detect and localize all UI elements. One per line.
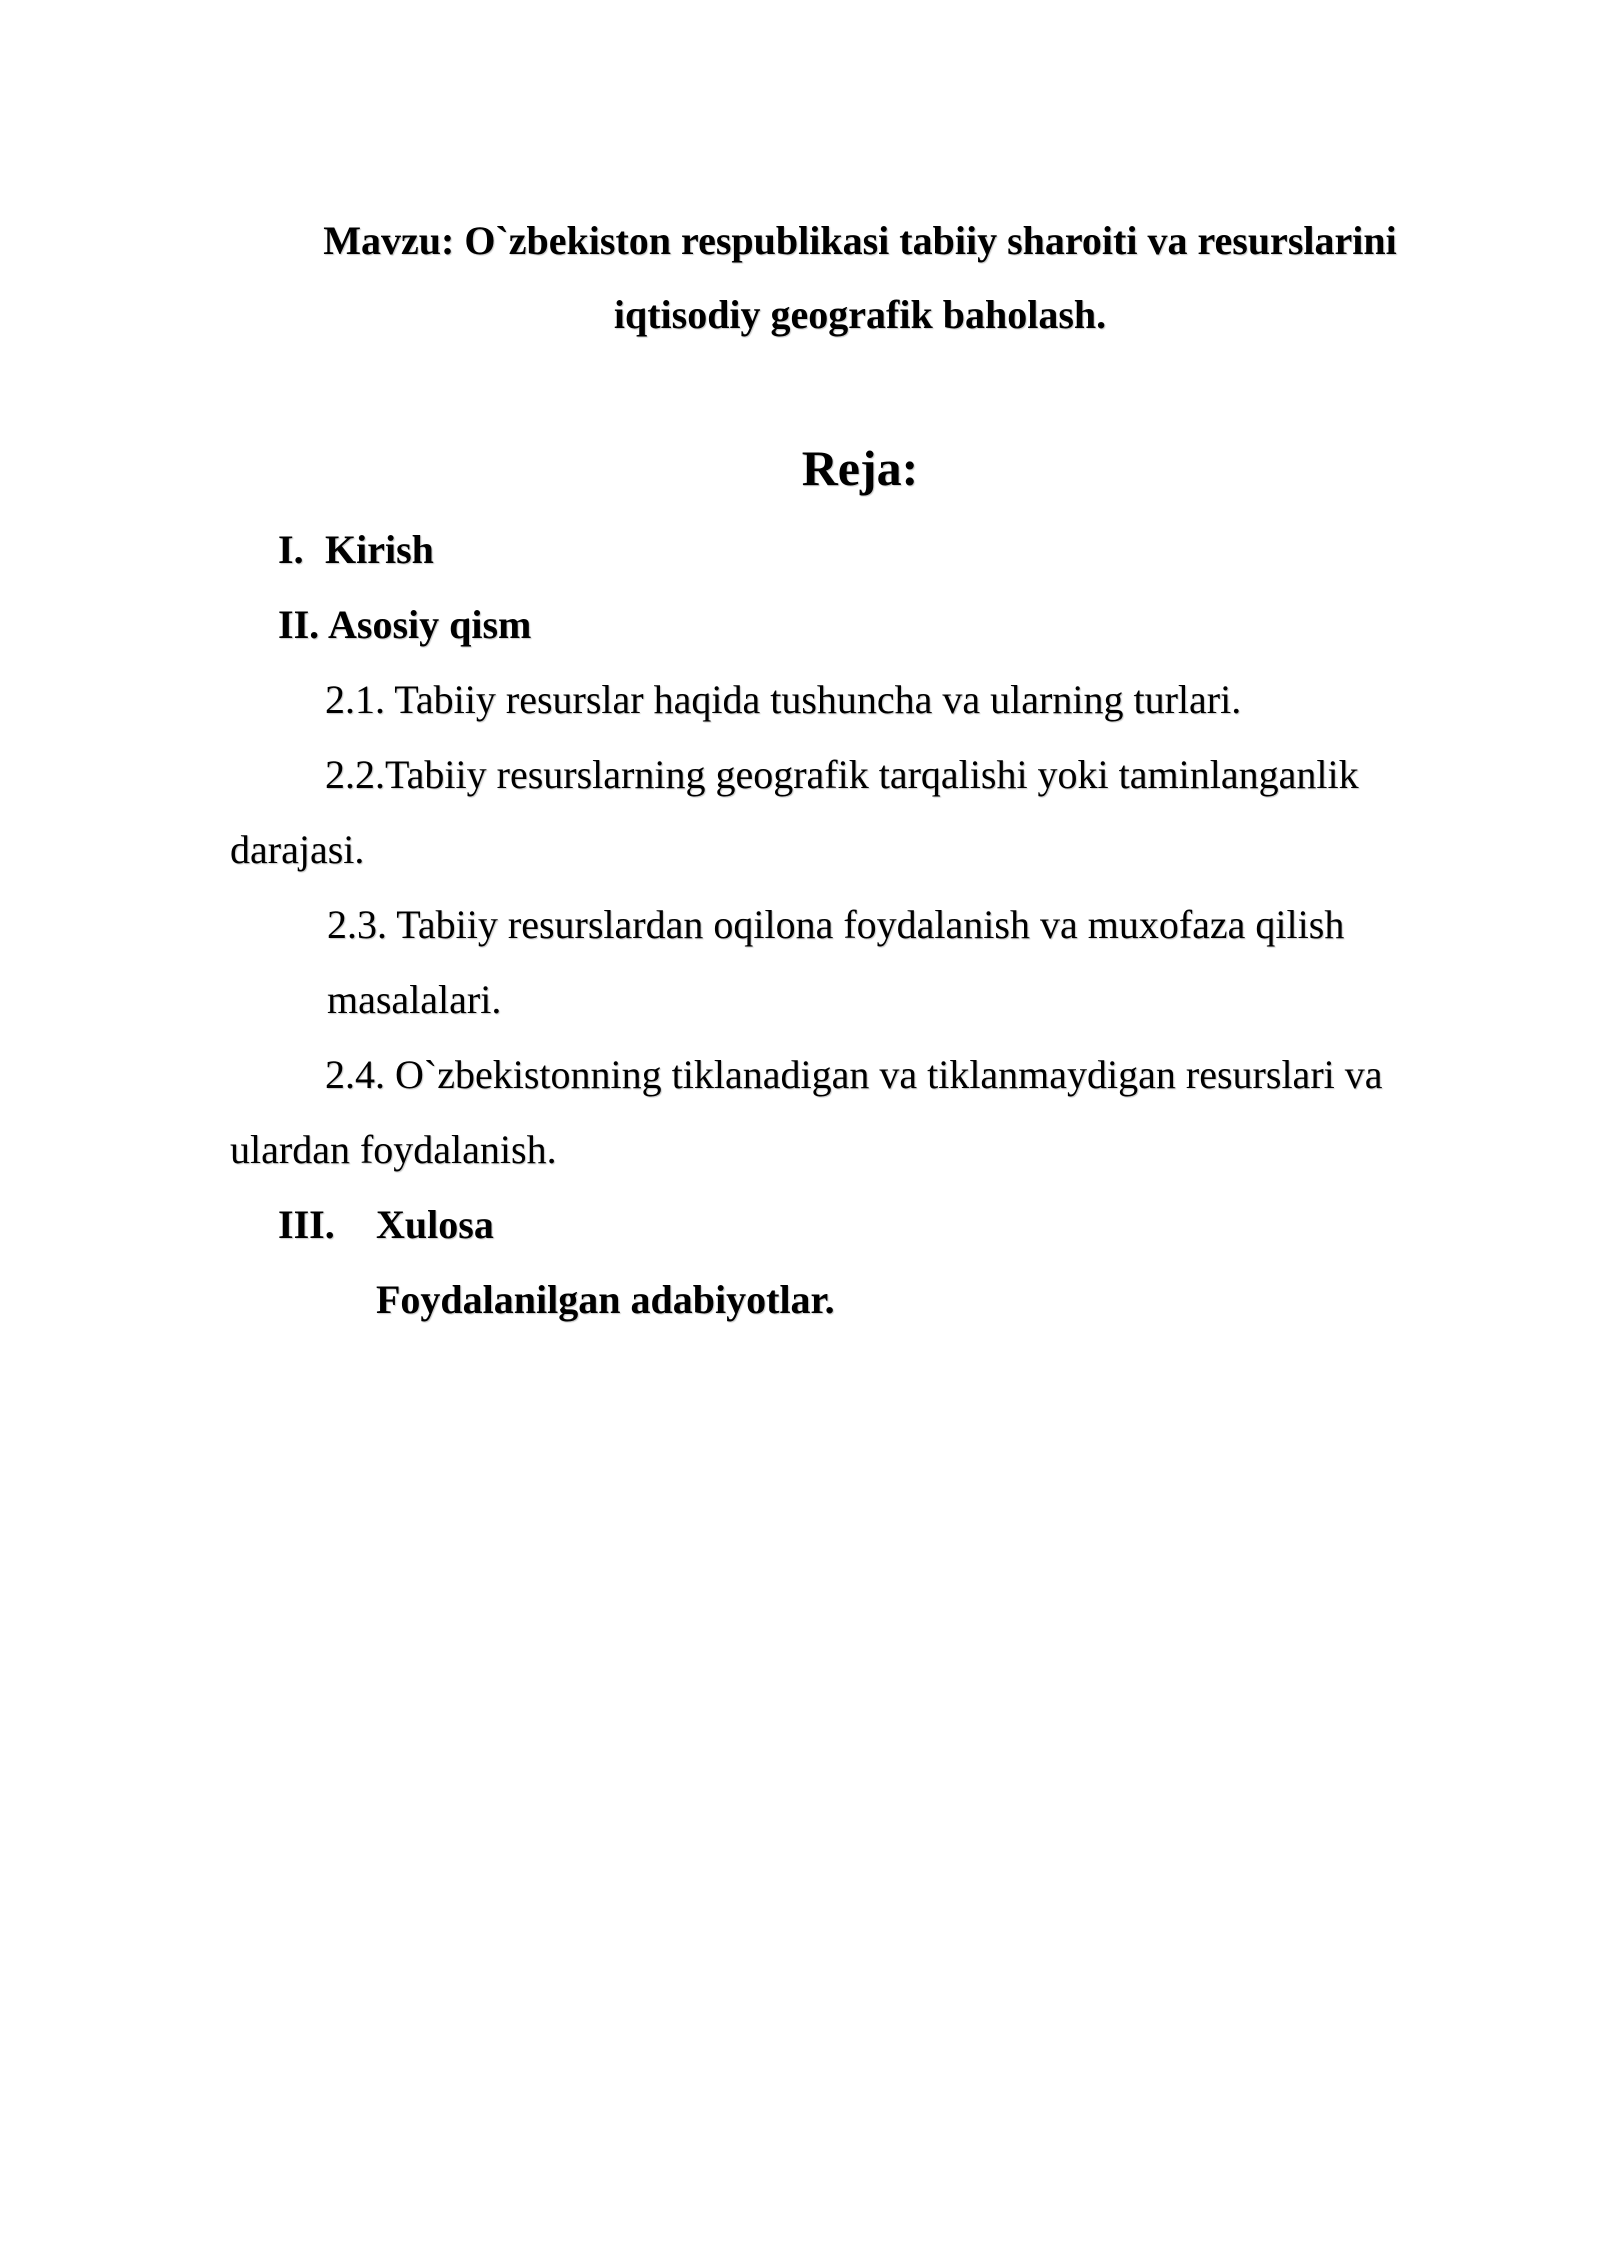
subsection-2-2-line-1: 2.2.Tabiiy resurslarning geografik tarqalishi yoki taminlanganlik: [325, 752, 1359, 797]
section-label-conclusion: Xulosa: [376, 1202, 494, 1247]
subsection-2-1-line-1: 2.1. Tabiiy resurslar haqida tushuncha va ularning turlari.: [325, 677, 1242, 722]
subsection-2-2-line-2: darajasi.: [230, 827, 365, 872]
subsection-2-4-line-1: 2.4. O`zbekistonning tiklanadigan va tiklanmaydigan resurslari va: [325, 1052, 1383, 1097]
document-title-line-1: Mavzu: O`zbekiston respublikasi tabiiy sharoiti va resurslarini: [323, 218, 1397, 263]
section-label-introduction: Kirish: [325, 527, 434, 572]
references-heading: Foydalanilgan adabiyotlar.: [376, 1277, 835, 1322]
section-number-1: I.: [278, 527, 304, 572]
subsection-2-3-line-1: 2.3. Tabiiy resurslardan oqilona foydalanish va muxofaza qilish: [327, 902, 1345, 947]
subsection-2-3-line-2: masalalari.: [327, 977, 502, 1022]
section-label-main-part: Asosiy qism: [328, 602, 532, 647]
section-number-2: II.: [278, 602, 320, 647]
plan-heading: Reja:: [801, 440, 919, 496]
document-title-line-2: iqtisodiy geografik baholash.: [613, 292, 1107, 337]
subsection-2-4-line-2: ulardan foydalanish.: [230, 1127, 557, 1172]
section-number-3: III.: [278, 1202, 335, 1247]
